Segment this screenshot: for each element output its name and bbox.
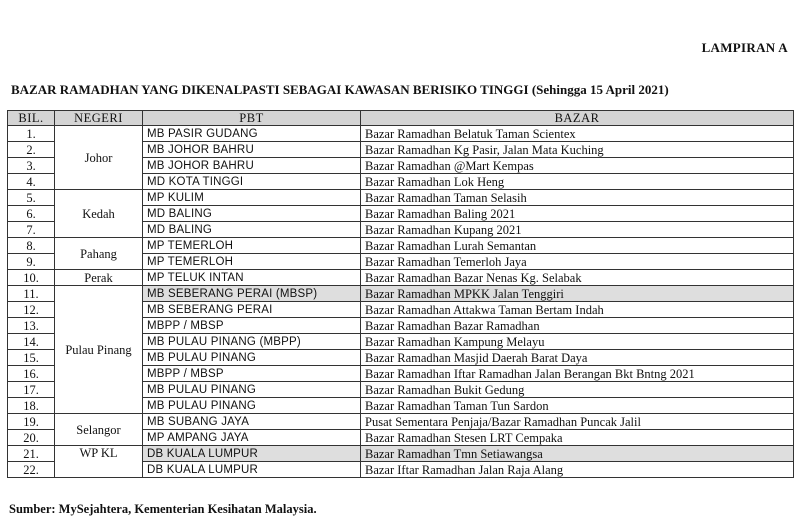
- pbt-cell: MP TEMERLOH: [143, 254, 361, 270]
- bil-cell: 15.: [8, 350, 55, 366]
- bil-cell: 16.: [8, 366, 55, 382]
- bazar-cell: Bazar Ramadhan Taman Tun Sardon: [361, 398, 794, 414]
- table-row: [8, 126, 794, 142]
- bil-cell: 11.: [8, 286, 55, 302]
- bil-cell: 21.: [8, 446, 55, 462]
- bazar-cell: Bazar Ramadhan Baling 2021: [361, 206, 794, 222]
- pbt-cell: MB SUBANG JAYA: [143, 414, 361, 430]
- pbt-cell: MP TEMERLOH: [143, 238, 361, 254]
- bil-cell: 10.: [8, 270, 55, 286]
- pbt-cell: MB PASIR GUDANG: [143, 126, 361, 142]
- source-note: Sumber: MySejahtera, Kementerian Kesihatan Malaysia.: [9, 502, 317, 516]
- bazar-cell: Bazar Ramadhan Temerloh Jaya: [361, 254, 794, 270]
- attachment-label: LAMPIRAN A: [701, 40, 788, 55]
- bazar-cell: Bazar Ramadhan Stesen LRT Cempaka: [361, 430, 794, 446]
- bil-cell: 5.: [8, 190, 55, 206]
- bil-cell: 12.: [8, 302, 55, 318]
- pbt-cell: MP KULIM: [143, 190, 361, 206]
- bazar-cell: Bazar Ramadhan Belatuk Taman Scientex: [361, 126, 794, 142]
- document-title: BAZAR RAMADHAN YANG DIKENALPASTI SEBAGAI KAWASAN BERISIKO TINGGI (Sehingga 15 April 2021): [11, 82, 669, 97]
- pbt-cell: MD BALING: [143, 206, 361, 222]
- bil-cell: 1.: [8, 126, 55, 142]
- table-row: [8, 286, 794, 302]
- bazar-cell: Bazar Ramadhan Lok Heng: [361, 174, 794, 190]
- table-row: [8, 414, 794, 430]
- bazar-cell: Bazar Ramadhan Bukit Gedung: [361, 382, 794, 398]
- bil-cell: 4.: [8, 174, 55, 190]
- header-negeri: NEGERI: [55, 111, 143, 126]
- table-header-row: [8, 111, 794, 126]
- pbt-cell: DB KUALA LUMPUR: [143, 446, 361, 462]
- negeri-cell-pulau-pinang: Pulau Pinang: [55, 286, 143, 414]
- bil-cell: 18.: [8, 398, 55, 414]
- negeri-cell-johor: Johor: [55, 126, 143, 190]
- bazar-cell: Bazar Ramadhan Kupang 2021: [361, 222, 794, 238]
- bazar-cell: Bazar Ramadhan Iftar Ramadhan Jalan Berangan Bkt Bntng 2021: [361, 366, 794, 382]
- pbt-cell: MB PULAU PINANG: [143, 382, 361, 398]
- negeri-cell-kedah: Kedah: [55, 190, 143, 238]
- bil-cell: 19.: [8, 414, 55, 430]
- pbt-cell: DB KUALA LUMPUR: [143, 462, 361, 478]
- bil-cell: 9.: [8, 254, 55, 270]
- negeri-cell-pahang: Pahang: [55, 238, 143, 270]
- bazar-cell: Bazar Ramadhan Lurah Semantan: [361, 238, 794, 254]
- header-bazar: BAZAR: [361, 111, 794, 126]
- bazar-cell: Bazar Ramadhan MPKK Jalan Tenggiri: [361, 286, 794, 302]
- bil-cell: 6.: [8, 206, 55, 222]
- header-pbt: PBT: [143, 111, 361, 126]
- bazar-cell: Bazar Ramadhan @Mart Kempas: [361, 158, 794, 174]
- pbt-cell: MB JOHOR BAHRU: [143, 158, 361, 174]
- bazar-cell: Bazar Ramadhan Masjid Daerah Barat Daya: [361, 350, 794, 366]
- pbt-cell: MP AMPANG JAYA: [143, 430, 361, 446]
- bil-cell: 17.: [8, 382, 55, 398]
- negeri-cell-wp-kl: WP KL: [55, 446, 143, 478]
- bil-cell: 3.: [8, 158, 55, 174]
- bazar-cell: Bazar Ramadhan Kg Pasir, Jalan Mata Kuching: [361, 142, 794, 158]
- bazar-cell: Bazar Ramadhan Kampung Melayu: [361, 334, 794, 350]
- bazar-table: [7, 110, 794, 478]
- pbt-cell: MBPP / MBSP: [143, 318, 361, 334]
- bazar-cell: Bazar Ramadhan Bazar Nenas Kg. Selabak: [361, 270, 794, 286]
- bazar-cell: Bazar Ramadhan Attakwa Taman Bertam Indah: [361, 302, 794, 318]
- pbt-cell: MD BALING: [143, 222, 361, 238]
- bil-cell: 7.: [8, 222, 55, 238]
- bazar-cell: Bazar Ramadhan Taman Selasih: [361, 190, 794, 206]
- table-row: [8, 238, 794, 254]
- header-bil: BIL.: [8, 111, 55, 126]
- pbt-cell: MB PULAU PINANG: [143, 350, 361, 366]
- negeri-cell-perak: Perak: [55, 270, 143, 286]
- pbt-cell: MB PULAU PINANG (MBPP): [143, 334, 361, 350]
- pbt-cell: MB JOHOR BAHRU: [143, 142, 361, 158]
- pbt-cell: MP TELUK INTAN: [143, 270, 361, 286]
- bil-cell: 13.: [8, 318, 55, 334]
- table-row: [8, 190, 794, 206]
- bazar-cell: Pusat Sementara Penjaja/Bazar Ramadhan Puncak Jalil: [361, 414, 794, 430]
- bil-cell: 14.: [8, 334, 55, 350]
- bil-cell: 20.: [8, 430, 55, 446]
- pbt-cell: MB SEBERANG PERAI: [143, 302, 361, 318]
- bil-cell: 2.: [8, 142, 55, 158]
- bil-cell: 8.: [8, 238, 55, 254]
- bazar-cell: Bazar Ramadhan Tmn Setiawangsa: [361, 446, 794, 462]
- negeri-cell-selangor: Selangor: [55, 414, 143, 446]
- bil-cell: 22.: [8, 462, 55, 478]
- pbt-cell: MD KOTA TINGGI: [143, 174, 361, 190]
- pbt-cell: MB PULAU PINANG: [143, 398, 361, 414]
- pbt-cell: MB SEBERANG PERAI (MBSP): [143, 286, 361, 302]
- bazar-cell: Bazar Ramadhan Bazar Ramadhan: [361, 318, 794, 334]
- bazar-cell: Bazar Iftar Ramadhan Jalan Raja Alang: [361, 462, 794, 478]
- pbt-cell: MBPP / MBSP: [143, 366, 361, 382]
- table-row: [8, 270, 794, 286]
- table-row: [8, 446, 794, 462]
